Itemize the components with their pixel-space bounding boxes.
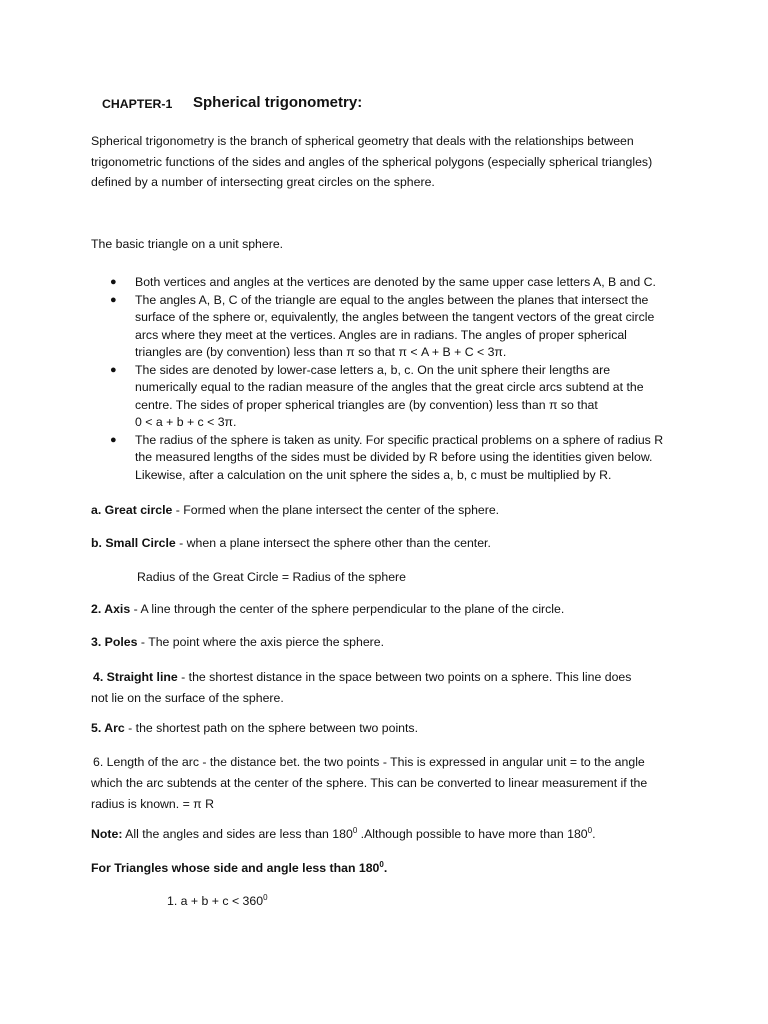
degree-superscript: 0: [352, 826, 358, 835]
bullet-marker: ●: [110, 433, 117, 446]
intro-line: defined by a number of intersecting great circles on the sphere.: [91, 175, 435, 190]
definition-label: 4. Straight line: [93, 670, 178, 684]
definition-axis: [91, 601, 564, 619]
note-text: .: [592, 827, 596, 841]
definition-line: [93, 667, 631, 688]
triangles-item-text: 1. a + b + c < 360: [167, 894, 264, 908]
bullet-line: arcs where they meet at the vertices. Angles are in radians. The angles of proper spherical: [135, 327, 627, 342]
bullet-line: Likewise, after a calculation on the unit sphere the sides a, b, c must be multiplied by R.: [135, 467, 612, 482]
chapter-label: CHAPTER-1: [102, 97, 173, 111]
triangles-heading-text: For Triangles whose side and angle less than 180: [91, 861, 380, 875]
chapter-title: Spherical trigonometry:: [193, 94, 363, 111]
triangles-heading: [91, 860, 387, 878]
bullet-marker: ●: [110, 363, 117, 376]
definition-great-circle: [91, 502, 499, 520]
bullet-line: numerically equal to the radian measure of the angles that the great circle arcs subtend at the: [135, 380, 644, 394]
degree-superscript: 0: [379, 860, 384, 869]
triangles-heading-end: .: [383, 861, 388, 875]
definition-line: 6. Length of the arc - the distance bet. the two points - This is expressed in angular unit = to the angle: [93, 755, 645, 769]
bullet-line: surface of the sphere or, equivalently, the angles between the tangent vectors of the great circle: [135, 310, 655, 324]
definition-text: - when a plane intersect the sphere other than the center.: [175, 536, 491, 550]
bullet-list: [110, 274, 710, 484]
degree-superscript: 0: [263, 893, 268, 902]
intro-line: Spherical trigonometry is the branch of spherical geometry that deals with the relationships between: [91, 134, 634, 148]
bullet-item: [110, 432, 710, 485]
bullet-item: [110, 362, 710, 432]
intro-paragraph: [91, 131, 691, 193]
definition-label: 2. Axis: [91, 602, 131, 616]
definition-line: which the arc subtends at the center of the sphere. This can be converted to linear measurement if the: [91, 775, 648, 790]
intro-line: trigonometric functions of the sides and angles of the spherical polygons (especially spherical triangles): [91, 154, 653, 169]
bullet-line: The radius of the sphere is taken as unity. For specific practical problems on a sphere of radius R: [135, 432, 664, 447]
bullet-item: [110, 292, 710, 362]
bullet-marker: ●: [110, 293, 117, 306]
bullet-line: The angles A, B, C of the triangle are equal to the angles between the planes that intersect the: [135, 292, 649, 307]
note-label: Note:: [91, 827, 123, 841]
bullet-marker: ●: [110, 276, 117, 288]
radius-note: Radius of the Great Circle = Radius of the sphere: [137, 570, 406, 584]
degree-superscript: 0: [587, 826, 593, 835]
definition-text: - Formed when the plane intersect the center of the sphere.: [172, 503, 500, 517]
note-line: [91, 826, 596, 844]
bullet-line: Both vertices and angles at the vertices are denoted by the same upper case letters A, B and C.: [135, 275, 656, 289]
bullet-line: The sides are denoted by lower-case letters a, b, c. On the unit sphere their lengths are: [135, 362, 611, 377]
definition-label: a. Great circle: [91, 503, 173, 517]
note-text: .Although possible to have more than 180: [357, 827, 588, 841]
definition-arc: [91, 720, 418, 738]
note-text: All the angles and sides are less than 180: [122, 827, 353, 841]
basic-triangle-heading: The basic triangle on a unit sphere.: [91, 237, 284, 251]
definition-line: not lie on the surface of the sphere.: [91, 690, 284, 705]
definition-poles: [91, 634, 384, 652]
definition-label: b. Small Circle: [91, 536, 176, 550]
definition-text: - A line through the center of the sphere perpendicular to the plane of the circle.: [130, 602, 565, 616]
definition-small-circle: [91, 535, 491, 553]
definition-label: 3. Poles: [91, 635, 138, 649]
definition-straight-line: [93, 667, 631, 709]
bullet-item: [110, 274, 710, 292]
bullet-line: the measured lengths of the sides must be divided by R before using the identities given below.: [135, 450, 653, 464]
bullet-line: triangles are (by convention) less than π so that π < A + B + C < 3π.: [135, 345, 507, 359]
definition-length-of-arc: [93, 752, 647, 814]
definition-label: 5. Arc: [91, 721, 125, 735]
definition-text: - The point where the axis pierce the sphere.: [137, 635, 385, 649]
definition-line: radius is known. = π R: [91, 796, 214, 811]
bullet-line: 0 < a + b + c < 3π.: [135, 415, 237, 429]
triangles-item-1: [167, 893, 268, 911]
definition-text: - the shortest distance in the space between two points on a sphere. This line does: [177, 670, 632, 684]
bullet-line: centre. The sides of proper spherical triangles are (by convention) less than π so that: [135, 397, 598, 412]
definition-text: - the shortest path on the sphere between two points.: [124, 721, 418, 735]
